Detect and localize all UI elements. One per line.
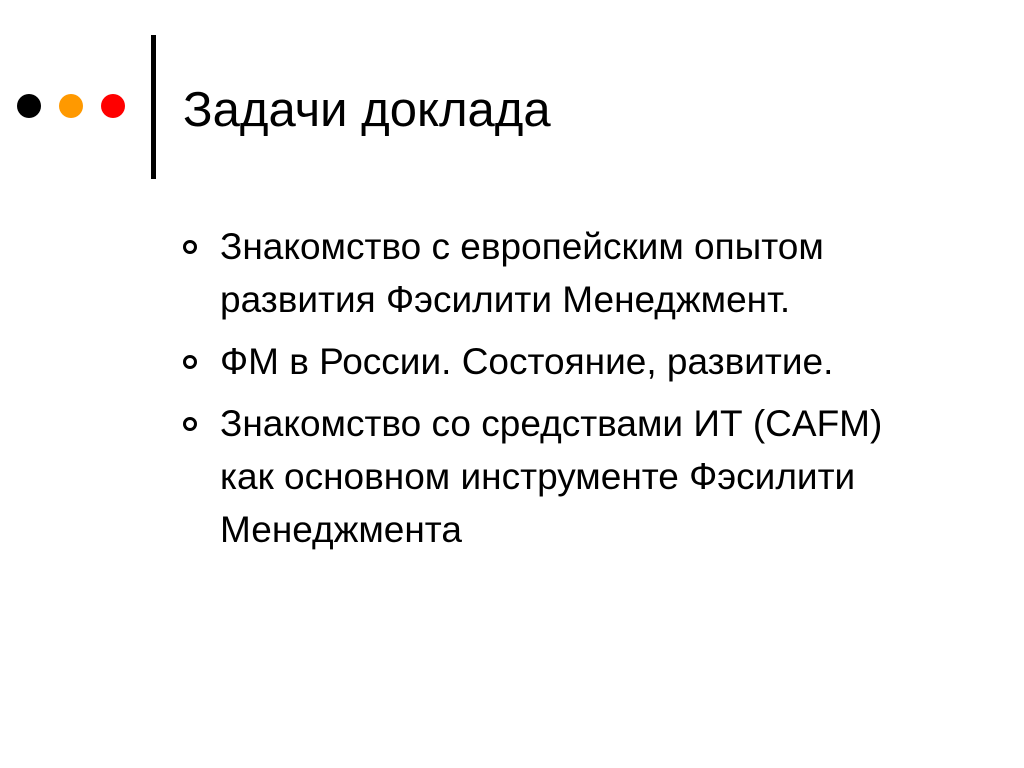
orange-dot-icon — [59, 94, 83, 118]
bullet-item — [183, 397, 963, 556]
bullet-list — [183, 220, 963, 565]
bullet-text: Знакомство со средствами ИТ (CAFM) как основном инструменте Фэсилити Менеджмента — [220, 403, 883, 550]
hollow-circle-icon — [183, 417, 197, 431]
bullet-item — [183, 335, 963, 388]
red-dot-icon — [101, 94, 125, 118]
bullet-text: Знакомство с европейским опытом развития Фэсилити Менеджмент. — [220, 226, 824, 320]
black-dot-icon — [17, 94, 41, 118]
slide-title: Задачи доклада — [183, 83, 551, 137]
accent-dots — [17, 94, 125, 118]
bullet-item — [183, 220, 963, 326]
bullet-text: ФМ в России. Состояние, развитие. — [220, 341, 834, 382]
hollow-circle-icon — [183, 355, 197, 369]
title-divider — [151, 35, 156, 179]
hollow-circle-icon — [183, 240, 197, 254]
